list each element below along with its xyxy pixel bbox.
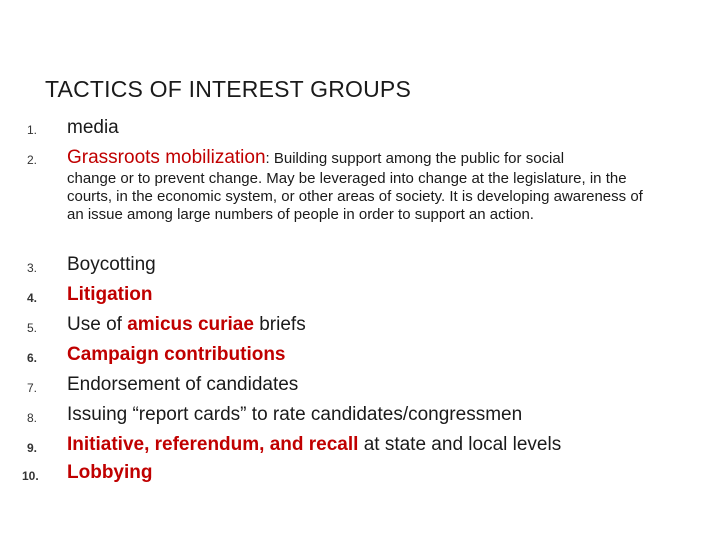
- list-number: 7.: [27, 381, 38, 395]
- list-item-campaign: Campaign contributions: [67, 344, 286, 365]
- grassroots-desc-first: : Building support among the public for social: [265, 150, 565, 167]
- initiative-term: Initiative, referendum, and recall: [67, 434, 359, 455]
- grassroots-term: Grassroots mobilization: [67, 147, 266, 168]
- list-number: 9.: [27, 441, 38, 455]
- list-number: 4.: [27, 291, 38, 305]
- list-item-grassroots: [67, 147, 564, 169]
- list-item-litigation: Litigation: [67, 284, 153, 305]
- list-item-lobbying: Lobbying: [67, 462, 153, 483]
- grassroots-description: change or to prevent change. May be leveraged into change at the legislature, in the courts, in the economic system, or other areas of society. It is developing awareness of an issue among large numbers of people in order to support an action.: [67, 170, 643, 223]
- amicus-term: amicus curiae: [127, 314, 254, 335]
- list-number: 3.: [27, 261, 38, 275]
- list-number: 6.: [27, 351, 38, 365]
- list-number: 5.: [27, 321, 38, 335]
- amicus-post: briefs: [253, 314, 306, 335]
- amicus-pre: Use of: [67, 314, 128, 335]
- slide-title: TACTICS OF INTEREST GROUPS: [45, 76, 411, 102]
- list-item-media: media: [67, 117, 119, 138]
- initiative-post: at state and local levels: [358, 434, 562, 455]
- list-item-report-cards: Issuing “report cards” to rate candidates/congressmen: [67, 404, 523, 425]
- list-number: 1.: [27, 123, 38, 137]
- list-item-endorsement: Endorsement of candidates: [67, 374, 299, 395]
- list-number: 2.: [27, 153, 38, 167]
- list-number: 8.: [27, 411, 38, 425]
- list-item-boycotting: Boycotting: [67, 254, 156, 275]
- list-item-amicus: [67, 314, 306, 336]
- list-number: 10.: [22, 469, 39, 483]
- list-item-initiative: [67, 434, 561, 456]
